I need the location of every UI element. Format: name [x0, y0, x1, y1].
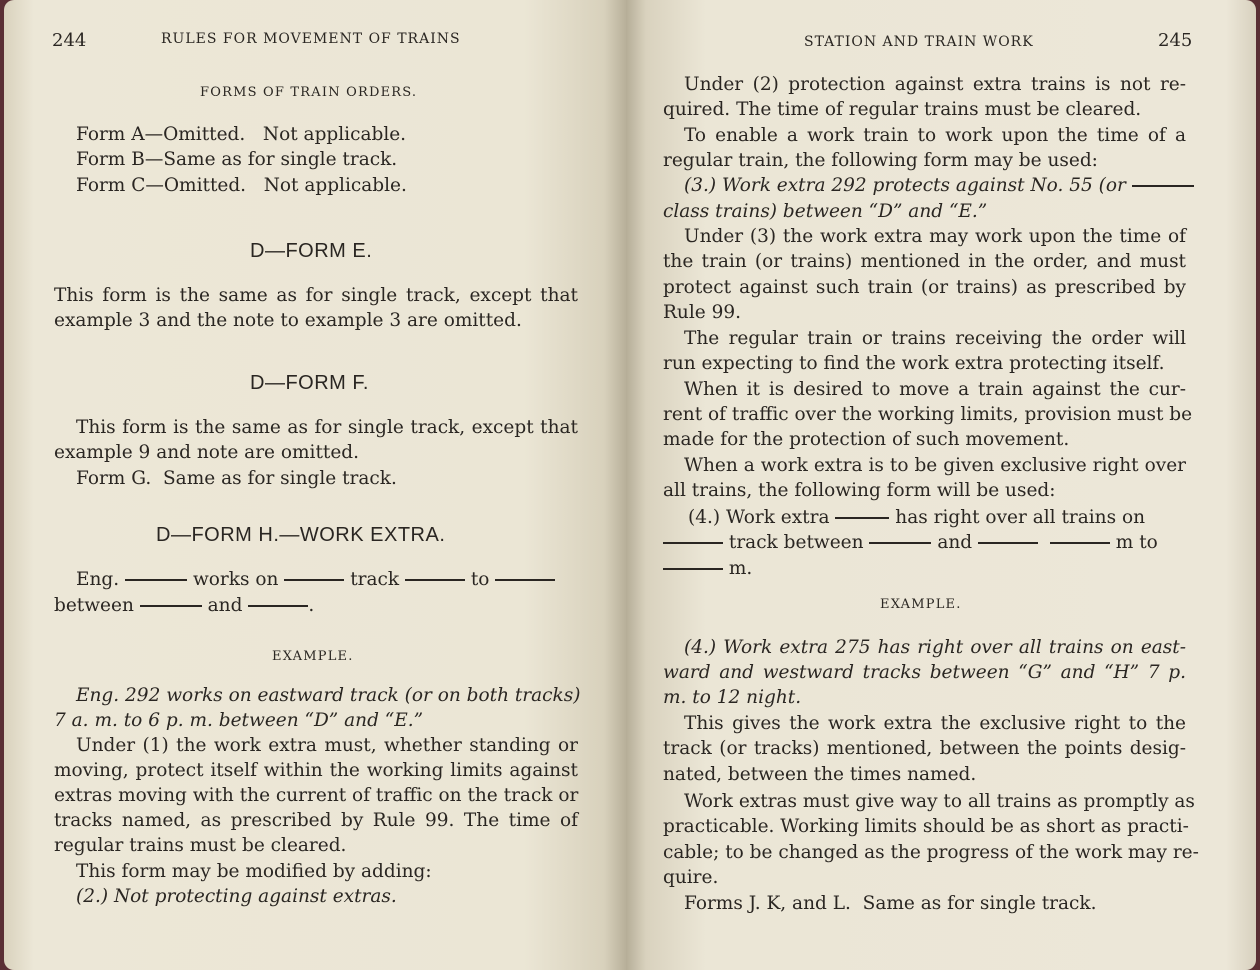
- example-label-left: EXAMPLE.: [272, 649, 354, 664]
- right-line-9: protect against such train (or trains) as prescribed by: [663, 277, 1186, 298]
- form-h-line-2: [54, 593, 314, 619]
- right-example-2: ward and westward tracks between “G” and “H” 7 p.: [663, 662, 1186, 683]
- left-page: [4, 0, 626, 970]
- right-text-8: Forms J. K, and L. Same as for single track.: [684, 893, 1097, 914]
- form-4-d: and: [937, 532, 973, 553]
- form-a-line: Form A—Omitted. Not applicable.: [76, 124, 407, 145]
- modify-text: This form may be modified by adding:: [76, 861, 432, 882]
- form-f-text-2: example 9 and note are omitted.: [54, 442, 360, 463]
- blank-line: [869, 542, 931, 544]
- right-line-11: The regular train or trains receiving the order will: [684, 328, 1186, 349]
- heading-form-e: D—FORM E.: [250, 240, 373, 262]
- right-line-14: rent of traffic over the working limits, provision must be: [663, 404, 1193, 425]
- right-line-12: run expecting to find the work extra protecting itself.: [663, 353, 1165, 374]
- right-line-10: Rule 99.: [663, 302, 742, 323]
- heading-form-f: D—FORM F.: [250, 372, 369, 394]
- form-b-line: Form B—Same as for single track.: [76, 149, 398, 170]
- modify-example: (2.) Not protecting against extras.: [76, 886, 397, 907]
- right-text-2: track (or tracks) mentioned, between the points desig-: [663, 738, 1186, 759]
- under-1-text-4: tracks named, as prescribed by Rule 99. The time of: [54, 810, 578, 831]
- blank-line: [1132, 185, 1194, 187]
- form-4-line-1: [688, 505, 1145, 531]
- heading-form-h: D—FORM H.—WORK EXTRA.: [156, 524, 446, 546]
- right-text-6: cable; to be changed as the progress of the work may re-: [663, 842, 1199, 863]
- under-1-text-1: Under (1) the work extra must, whether standing or: [76, 735, 578, 756]
- right-text-3: nated, between the times named.: [663, 764, 977, 785]
- form-3-text: (3.) Work extra 292 protects against No. 55 (or: [684, 175, 1126, 196]
- form-h-to: to: [470, 569, 490, 590]
- page-number-right: 245: [1158, 30, 1193, 51]
- blank-line: [284, 579, 344, 581]
- under-1-text-2: moving, protect itself within the working limits against: [54, 760, 578, 781]
- right-text-1: This gives the work extra the exclusive right to the: [684, 713, 1186, 734]
- form-h-track: track: [350, 569, 400, 590]
- blank-line: [495, 579, 555, 581]
- right-example-1: (4.) Work extra 275 has right over all trains on east-: [684, 637, 1186, 658]
- blank-line: [663, 568, 723, 570]
- form-h-between: between: [54, 595, 134, 616]
- right-example-3: m. to 12 night.: [663, 687, 802, 708]
- right-text-4: Work extras must give way to all trains as promptly as: [684, 791, 1195, 812]
- right-line-17: all trains, the following form will be used:: [663, 480, 1056, 501]
- right-text-5: practicable. Working limits should be as short as practi-: [663, 816, 1189, 837]
- example-label-right: EXAMPLE.: [880, 597, 962, 612]
- form-e-text-1: This form is the same as for single track, except that: [54, 285, 578, 306]
- form-h-and: and: [207, 595, 243, 616]
- blank-line: [248, 605, 308, 607]
- example-text-2: 7 a. m. to 6 p. m. between “D” and “E.”: [54, 710, 424, 731]
- form-4-e: m to: [1115, 532, 1158, 553]
- right-line-3: To enable a work train to work upon the time of a: [684, 125, 1186, 146]
- form-f-text-1: This form is the same as for single track, except that: [76, 417, 578, 438]
- right-line-7: Under (3) the work extra may work upon the time of: [684, 226, 1186, 247]
- right-form-3: [684, 173, 1194, 199]
- form-4-line-3: [663, 556, 752, 582]
- form-h-period: .: [308, 595, 315, 616]
- right-text-7: quire.: [663, 867, 719, 888]
- form-4-b: has right over all trains on: [895, 507, 1146, 528]
- form-4-a: (4.) Work extra: [688, 507, 830, 528]
- under-1-text-3: extras moving with the current of traffic on the track or: [54, 785, 579, 806]
- right-line-1: Under (2) protection against extra trains is not re-: [684, 74, 1186, 95]
- blank-line: [663, 542, 723, 544]
- blank-line: [125, 579, 187, 581]
- forms-title: FORMS OF TRAIN ORDERS.: [200, 85, 418, 100]
- form-g-text: Form G. Same as for single track.: [76, 468, 397, 489]
- right-line-16: When a work extra is to be given exclusive right over: [684, 455, 1186, 476]
- right-line-4: regular train, the following form may be used:: [663, 150, 1098, 171]
- running-head-right: STATION AND TRAIN WORK: [804, 34, 1034, 50]
- example-text-1: Eng. 292 works on eastward track (or on both tracks): [76, 685, 581, 706]
- form-4-c: track between: [728, 532, 864, 553]
- running-head-left: RULES FOR MOVEMENT OF TRAINS: [161, 31, 461, 47]
- under-1-text-5: regular trains must be cleared.: [54, 835, 347, 856]
- right-line-6: class trains) between “D” and “E.”: [663, 201, 988, 222]
- form-c-line: Form C—Omitted. Not applicable.: [76, 175, 407, 196]
- blank-line: [835, 517, 889, 519]
- right-line-8: the train (or trains) mentioned in the order, and must: [663, 251, 1186, 272]
- form-h-line-1: [76, 567, 555, 593]
- right-line-15: made for the protection of such movement.: [663, 429, 1070, 450]
- form-4-line-2: [663, 530, 1158, 556]
- blank-line: [140, 605, 202, 607]
- form-h-eng: Eng.: [76, 569, 120, 590]
- blank-line: [405, 579, 465, 581]
- blank-line: [1050, 542, 1110, 544]
- right-line-13: When it is desired to move a train against the cur-: [684, 379, 1186, 400]
- form-e-text-2: example 3 and the note to example 3 are omitted.: [54, 310, 522, 331]
- form-4-f: m.: [728, 558, 753, 579]
- right-page: [626, 0, 1256, 970]
- right-line-2: quired. The time of regular trains must be cleared.: [663, 99, 1142, 120]
- form-h-works-on: works on: [192, 569, 279, 590]
- page-number-left: 244: [52, 30, 87, 51]
- blank-line: [978, 542, 1038, 544]
